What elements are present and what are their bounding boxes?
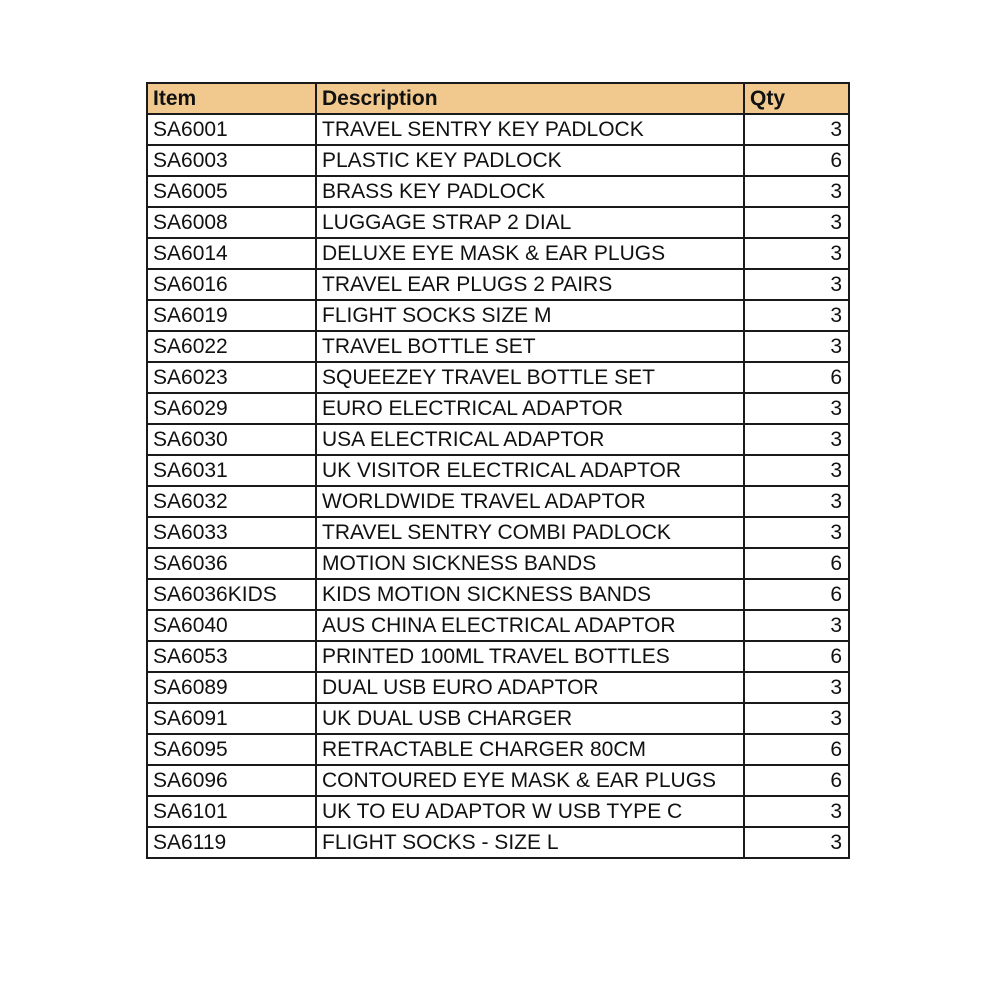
cell-description: PRINTED 100ML TRAVEL BOTTLES — [316, 641, 744, 672]
cell-qty: 3 — [744, 269, 849, 300]
cell-description: RETRACTABLE CHARGER 80CM — [316, 734, 744, 765]
cell-description: UK VISITOR ELECTRICAL ADAPTOR — [316, 455, 744, 486]
table-row — [147, 827, 849, 858]
cell-qty: 6 — [744, 734, 849, 765]
cell-item: SA6023 — [147, 362, 316, 393]
cell-item: SA6022 — [147, 331, 316, 362]
table-row — [147, 424, 849, 455]
cell-qty: 3 — [744, 610, 849, 641]
cell-item: SA6014 — [147, 238, 316, 269]
table-row — [147, 765, 849, 796]
cell-item: SA6001 — [147, 114, 316, 145]
cell-description: TRAVEL SENTRY KEY PADLOCK — [316, 114, 744, 145]
cell-description: USA ELECTRICAL ADAPTOR — [316, 424, 744, 455]
cell-description: DUAL USB EURO ADAPTOR — [316, 672, 744, 703]
table-body — [147, 114, 849, 858]
cell-description: UK DUAL USB CHARGER — [316, 703, 744, 734]
table-row — [147, 176, 849, 207]
table-row — [147, 207, 849, 238]
table-row — [147, 703, 849, 734]
table-row — [147, 579, 849, 610]
cell-qty: 3 — [744, 455, 849, 486]
cell-item: SA6036KIDS — [147, 579, 316, 610]
table-row — [147, 796, 849, 827]
table-row — [147, 486, 849, 517]
cell-description: LUGGAGE STRAP 2 DIAL — [316, 207, 744, 238]
cell-qty: 3 — [744, 331, 849, 362]
cell-description: TRAVEL BOTTLE SET — [316, 331, 744, 362]
table-row — [147, 734, 849, 765]
cell-item: SA6101 — [147, 796, 316, 827]
cell-description: UK TO EU ADAPTOR W USB TYPE C — [316, 796, 744, 827]
table-row — [147, 300, 849, 331]
cell-qty: 3 — [744, 176, 849, 207]
cell-item: SA6096 — [147, 765, 316, 796]
cell-qty: 3 — [744, 672, 849, 703]
cell-qty: 3 — [744, 796, 849, 827]
header-item: Item — [147, 83, 316, 114]
cell-description: WORLDWIDE TRAVEL ADAPTOR — [316, 486, 744, 517]
cell-description: BRASS KEY PADLOCK — [316, 176, 744, 207]
table-row — [147, 517, 849, 548]
table-row — [147, 269, 849, 300]
cell-item: SA6005 — [147, 176, 316, 207]
cell-item: SA6031 — [147, 455, 316, 486]
cell-item: SA6032 — [147, 486, 316, 517]
cell-description: TRAVEL EAR PLUGS 2 PAIRS — [316, 269, 744, 300]
cell-item: SA6029 — [147, 393, 316, 424]
cell-qty: 3 — [744, 238, 849, 269]
cell-item: SA6016 — [147, 269, 316, 300]
table-header — [147, 83, 849, 114]
table-row — [147, 393, 849, 424]
cell-qty: 6 — [744, 145, 849, 176]
cell-description: KIDS MOTION SICKNESS BANDS — [316, 579, 744, 610]
cell-qty: 6 — [744, 579, 849, 610]
cell-item: SA6089 — [147, 672, 316, 703]
table-row — [147, 548, 849, 579]
cell-qty: 6 — [744, 548, 849, 579]
cell-qty: 3 — [744, 827, 849, 858]
inventory-table — [146, 82, 850, 859]
cell-description: SQUEEZEY TRAVEL BOTTLE SET — [316, 362, 744, 393]
header-qty: Qty — [744, 83, 849, 114]
cell-item: SA6019 — [147, 300, 316, 331]
cell-description: DELUXE EYE MASK & EAR PLUGS — [316, 238, 744, 269]
cell-qty: 3 — [744, 300, 849, 331]
table-row — [147, 362, 849, 393]
table-row — [147, 331, 849, 362]
cell-qty: 3 — [744, 207, 849, 238]
cell-item: SA6119 — [147, 827, 316, 858]
table-row — [147, 672, 849, 703]
cell-qty: 3 — [744, 393, 849, 424]
header-row — [147, 83, 849, 114]
cell-item: SA6003 — [147, 145, 316, 176]
cell-description: FLIGHT SOCKS SIZE M — [316, 300, 744, 331]
table-row — [147, 610, 849, 641]
cell-item: SA6036 — [147, 548, 316, 579]
cell-item: SA6053 — [147, 641, 316, 672]
cell-item: SA6033 — [147, 517, 316, 548]
cell-qty: 3 — [744, 517, 849, 548]
cell-qty: 3 — [744, 486, 849, 517]
cell-item: SA6040 — [147, 610, 316, 641]
cell-description: FLIGHT SOCKS - SIZE L — [316, 827, 744, 858]
cell-qty: 6 — [744, 765, 849, 796]
header-description: Description — [316, 83, 744, 114]
cell-qty: 3 — [744, 114, 849, 145]
cell-description: PLASTIC KEY PADLOCK — [316, 145, 744, 176]
table-row — [147, 641, 849, 672]
cell-description: TRAVEL SENTRY COMBI PADLOCK — [316, 517, 744, 548]
table-row — [147, 455, 849, 486]
cell-item: SA6030 — [147, 424, 316, 455]
table-row — [147, 145, 849, 176]
cell-description: CONTOURED EYE MASK & EAR PLUGS — [316, 765, 744, 796]
cell-qty: 3 — [744, 424, 849, 455]
cell-description: EURO ELECTRICAL ADAPTOR — [316, 393, 744, 424]
cell-item: SA6091 — [147, 703, 316, 734]
cell-item: SA6008 — [147, 207, 316, 238]
cell-item: SA6095 — [147, 734, 316, 765]
cell-description: AUS CHINA ELECTRICAL ADAPTOR — [316, 610, 744, 641]
cell-qty: 6 — [744, 641, 849, 672]
table-row — [147, 114, 849, 145]
cell-qty: 3 — [744, 703, 849, 734]
cell-description: MOTION SICKNESS BANDS — [316, 548, 744, 579]
table-row — [147, 238, 849, 269]
cell-qty: 6 — [744, 362, 849, 393]
